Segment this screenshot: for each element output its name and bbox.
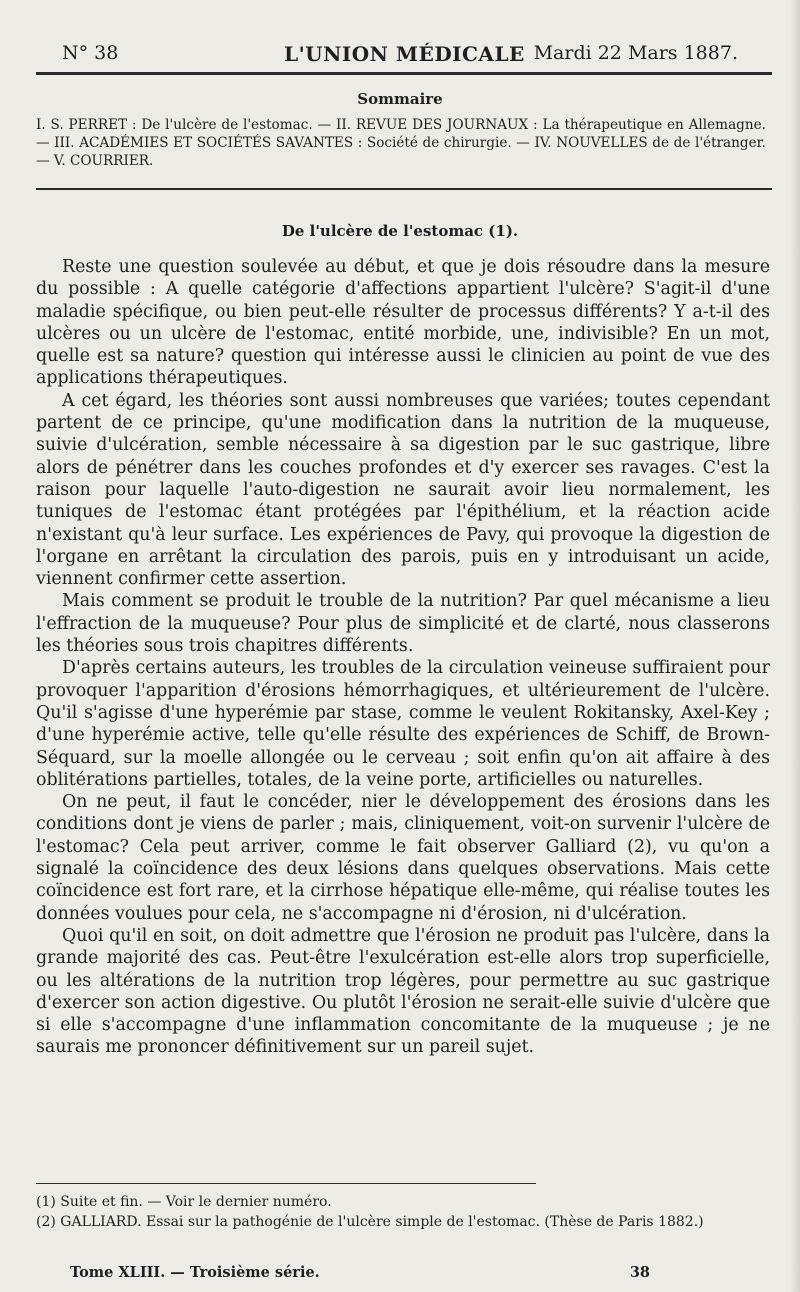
article-body [36, 256, 770, 1059]
paragraph: Mais comment se produit le trouble de la nutrition? Par quel mécanisme a lieu l'effraction de la muqueuse? Pour plus de simplicité et de clarté, nous classerons les théories sous trois chapitres différents. [36, 591, 770, 657]
paragraph: Quoi qu'il en soit, on doit admettre que l'érosion ne produit pas l'ulcère, dans la grande majorité des cas. Peut-être l'exulcération est-elle alors trop superficielle, ou les altérations de la nutrition trop légères, pour permettre au suc gastrique d'exercer son action digestive. Ou plutôt l'érosion ne serait-elle suivie d'ulcère que si elle s'accompagne d'une inflammation concomitante de la muqueuse ; je ne saurais me prononcer définitivement sur un pareil sujet. [36, 925, 770, 1058]
paragraph: A cet égard, les théories sont aussi nombreuses que variées; toutes cependant partent de ce principe, qu'une modification dans la nutrition de la muqueuse, suivie d'ulcération, semble nécessaire à sa digestion par le suc gastrique, libre alors de pénétrer dans les couches profondes et d'y exercer ses ravages. C'est la raison pour laquelle l'auto-digestion ne saurait avoir lieu normalement, les tuniques de l'estomac étant protégées par l'épithélium, et la réaction acide n'existant qu'à leur surface. Les expériences de Pavy, qui provoque la digestion de l'organe en arrêtant la circulation des parois, puis en y introduisant un acide, viennent confirmer cette assertion. [36, 390, 770, 590]
header-rule [36, 72, 772, 75]
volume-label: Tome XLIII. — Troisième série. [70, 1264, 320, 1281]
page-header [62, 38, 738, 72]
footnote: (1) Suite et fin. — Voir le dernier numéro. [36, 1194, 332, 1210]
paragraph: On ne peut, il faut le concéder, nier le développement des érosions dans les conditions dont je viens de parler ; mais, cliniquement, voit-on survenir l'ulcère de l'estomac? Cela peut arriver, comme le fait observer Galliard (2), vu qu'on a signalé la coïncidence des deux lésions dans quelques observations. Mais cette coïncidence est fort rare, et la cirrhose hépatique elle-même, qui réalise toutes les données voulues pour cela, ne s'accompagne ni d'érosion, ni d'ulcération. [36, 792, 770, 924]
summary-heading: Sommaire [357, 90, 443, 108]
summary-rule [36, 188, 772, 190]
issue-number: N° 38 [62, 42, 119, 64]
footnotes [36, 1192, 770, 1232]
footnote-rule [36, 1183, 536, 1184]
issue-date: Mardi 22 Mars 1887. [533, 42, 738, 64]
paragraph: Reste une question soulevée au début, et que je dois résoudre dans la mesure du possible : A quelle catégorie d'affections appartient l'ulcère? S'agit-il d'une maladie spécifique, ou bien peut-elle résulter de processus différents? Y a-t-il des ulcères ou un ulcère de l'estomac, entité morbide, une, indivisible? En un mot, quelle est sa nature? question qui intéresse aussi le clinicien au point de vue des applications thérapeutiques. [36, 257, 770, 389]
paragraph: D'après certains auteurs, les troubles de la circulation veineuse suffiraient pour provoquer l'apparition d'érosions hémorrhagiques, et ultérieurement de l'ulcère. Qu'il s'agisse d'une hyperémie par stase, comme le veulent Rokitansky, Axel-Key ; d'une hyperémie active, telle qu'elle résulte des expériences de Schiff, de Brown-Séquard, sur la moelle allongée ou le cerveau ; soit enfin qu'on ait affaire à des oblitérations partielles, totales, de la veine porte, artificielles ou naturelles. [36, 658, 770, 790]
footnote: (2) GALLIARD. Essai sur la pathogénie de l'ulcère simple de l'estomac. (Thèse de Paris 1882.) [36, 1214, 704, 1230]
page-edge-shadow [790, 0, 800, 1292]
page-number: 38 [629, 1264, 650, 1281]
article-title: De l'ulcère de l'estomac (1). [281, 222, 519, 240]
summary-text: I. S. PERRET : De l'ulcère de l'estomac. — II. REVUE DES JOURNAUX : La thérapeutique en Allemagne. — III. ACADÉMIES ET SOCIÉTÉS SAVANTES : Société de chirurgie. — IV. NOUVELLES de de l'étranger. — V. COURRIER. [36, 117, 766, 169]
journal-title: L'UNION MÉDICALE [284, 42, 525, 66]
